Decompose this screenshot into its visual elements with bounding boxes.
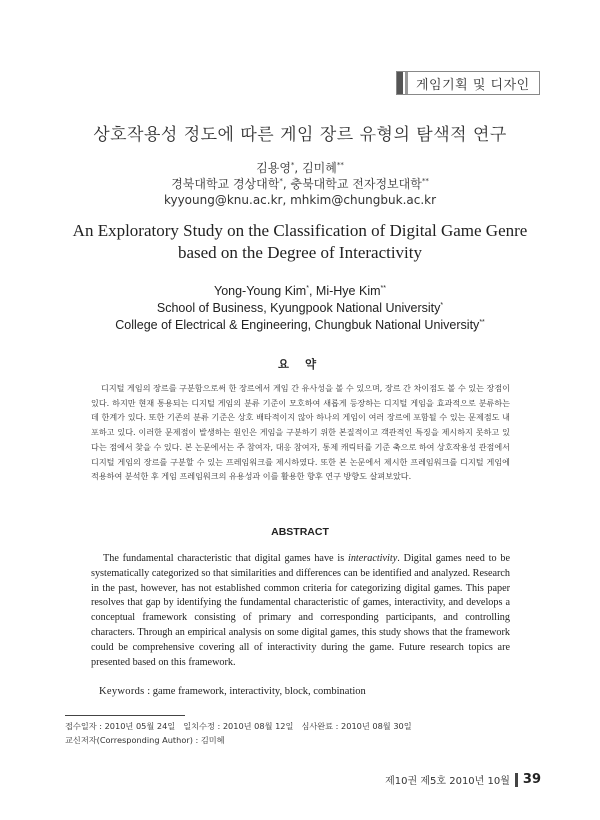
english-author-mark-2: ** bbox=[380, 284, 386, 292]
affiliation-mark-1: * bbox=[279, 177, 283, 185]
abstract-emphasis: interactivity bbox=[348, 553, 398, 564]
section-tab-bar-light bbox=[405, 72, 408, 94]
korean-title: 상호작용성 정도에 따른 게임 장르 유형의 탐색적 연구 bbox=[93, 125, 507, 145]
author-name-2: 김미혜 bbox=[302, 161, 337, 175]
korean-author-block bbox=[0, 160, 600, 208]
keywords-line bbox=[99, 686, 519, 697]
abstract-heading: ABSTRACT bbox=[271, 526, 329, 538]
korean-authors bbox=[0, 160, 600, 176]
english-title bbox=[0, 220, 600, 264]
author-separator: , bbox=[294, 161, 303, 175]
english-affiliation-1-mark: * bbox=[440, 301, 444, 309]
author-mark-2: ** bbox=[336, 161, 344, 169]
footer-divider bbox=[515, 773, 518, 787]
footnotes bbox=[65, 719, 545, 747]
journal-issue: 제10권 제5호 2010년 10월 bbox=[385, 776, 510, 787]
english-affiliation-2 bbox=[0, 317, 600, 334]
english-affiliation-1-text: School of Business, Kyungpook National University bbox=[156, 301, 441, 315]
abstract-text-part-1: The fundamental characteristic that digital games have is bbox=[103, 553, 348, 564]
section-tab-bar-dark bbox=[397, 72, 403, 94]
english-author-block bbox=[0, 283, 600, 334]
keywords-separator: : bbox=[144, 686, 153, 697]
english-authors bbox=[0, 283, 600, 300]
affiliation-1: 경북대학교 경상대학 bbox=[171, 177, 280, 191]
keywords-label: Keywords bbox=[99, 686, 145, 697]
page-footer bbox=[385, 772, 541, 787]
english-title-line-1: An Exploratory Study on the Classification of Digital Game Genre bbox=[72, 221, 528, 240]
section-label-tab bbox=[396, 71, 540, 95]
english-affiliation-1 bbox=[0, 300, 600, 317]
footnote-divider bbox=[65, 715, 185, 716]
summary-paragraph bbox=[91, 381, 510, 484]
english-affiliation-2-text: College of Electrical & Engineering, Chungbuk National University bbox=[115, 318, 480, 332]
author-mark-1: * bbox=[290, 161, 295, 169]
korean-affiliations bbox=[0, 176, 600, 192]
footnote-dates bbox=[65, 719, 545, 733]
english-author-name-1: Yong-Young Kim bbox=[214, 284, 307, 298]
abstract-paragraph bbox=[91, 552, 510, 670]
page-number: 39 bbox=[522, 772, 541, 787]
corresponding-author: 교신저자(Corresponding Author) : 김미혜 bbox=[65, 735, 225, 745]
affiliation-separator: , bbox=[282, 177, 291, 191]
summary-text: 디지털 게임의 장르를 구분함으로써 한 장르에서 게임 간 유사성을 볼 수 있으며, 장르 간 차이점도 볼 수 있는 장점이 있다. 하지만 현재 통용되는 디지털 게임의 분류 기준이 모호하여 새롭게 등장하는 디지털 게임을 효과적으로 분류하는 데 한계가 있다. 또한 기존의 분류 기준은 상호 배타적이지 않아 하나의 게임이 여러 장르에 포함될 수 있는 문제점도 내포하고 있다. 이러한 문제점이 발생하는 원인은 게임을 구분하기 위한 본질적이고 객관적인 특징을 제시하지 못하고 있다는 점에서 찾을 수 있다. 본 논문에서는 주 참여자, 대응 참여자, 통제 캐릭터를 기준 축으로 하여 상호작용성 관점에서 디지털 게임의 장르를 구분할 수 있는 프레임워크를 제시하였다. 또한 본 논문에서 제시한 프레임워크를 디지털 게임에 적용하여 분석한 후 게임 프레임워크의 유용성과 이를 활용한 향후 연구 방향도 살펴보았다. bbox=[91, 383, 510, 482]
revised-date: 일치수정 : 2010년 08월 12일 bbox=[183, 721, 294, 731]
english-title-line-2: based on the Degree of Interactivity bbox=[177, 243, 423, 262]
author-emails: kyyoung@knu.ac.kr, mhkim@chungbuk.ac.kr bbox=[163, 193, 437, 207]
abstract-text-part-2: . Digital games need to be systematically categorized so that similarities and differences can be identified and analyzed. Research in the past, however, has not established common criteria for categorizing digital games. This paper resolves that gap by identifying the fundamental characteristic of games, interactivity, and develops a conceptual framework consisting of primary and corresponding participants, and controlling characters. Through an empirical analysis on some digital games, this study shows that the framework could be comprehensive covering all of interactivity during the game. Future research topics are presented based on this framework. bbox=[91, 553, 510, 668]
accepted-date: 심사완료 : 2010년 08월 30일 bbox=[301, 721, 412, 731]
section-tab-bars bbox=[397, 72, 408, 94]
english-author-separator: , bbox=[308, 284, 316, 298]
english-author-name-2: Mi-Hye Kim bbox=[315, 284, 381, 298]
section-label: 게임기획 및 디자인 bbox=[416, 77, 530, 93]
english-author-mark-1: * bbox=[306, 284, 309, 292]
author-name-1: 김용영 bbox=[256, 161, 291, 175]
affiliation-mark-2: ** bbox=[421, 177, 429, 185]
keywords-value: game framework, interactivity, block, combination bbox=[152, 686, 366, 697]
summary-heading: 요 약 bbox=[277, 357, 323, 371]
received-date: 접수일자 : 2010년 05월 24일 bbox=[65, 721, 176, 731]
english-affiliation-2-mark: ** bbox=[479, 318, 485, 326]
affiliation-2: 충북대학교 전자정보대학 bbox=[290, 177, 422, 191]
